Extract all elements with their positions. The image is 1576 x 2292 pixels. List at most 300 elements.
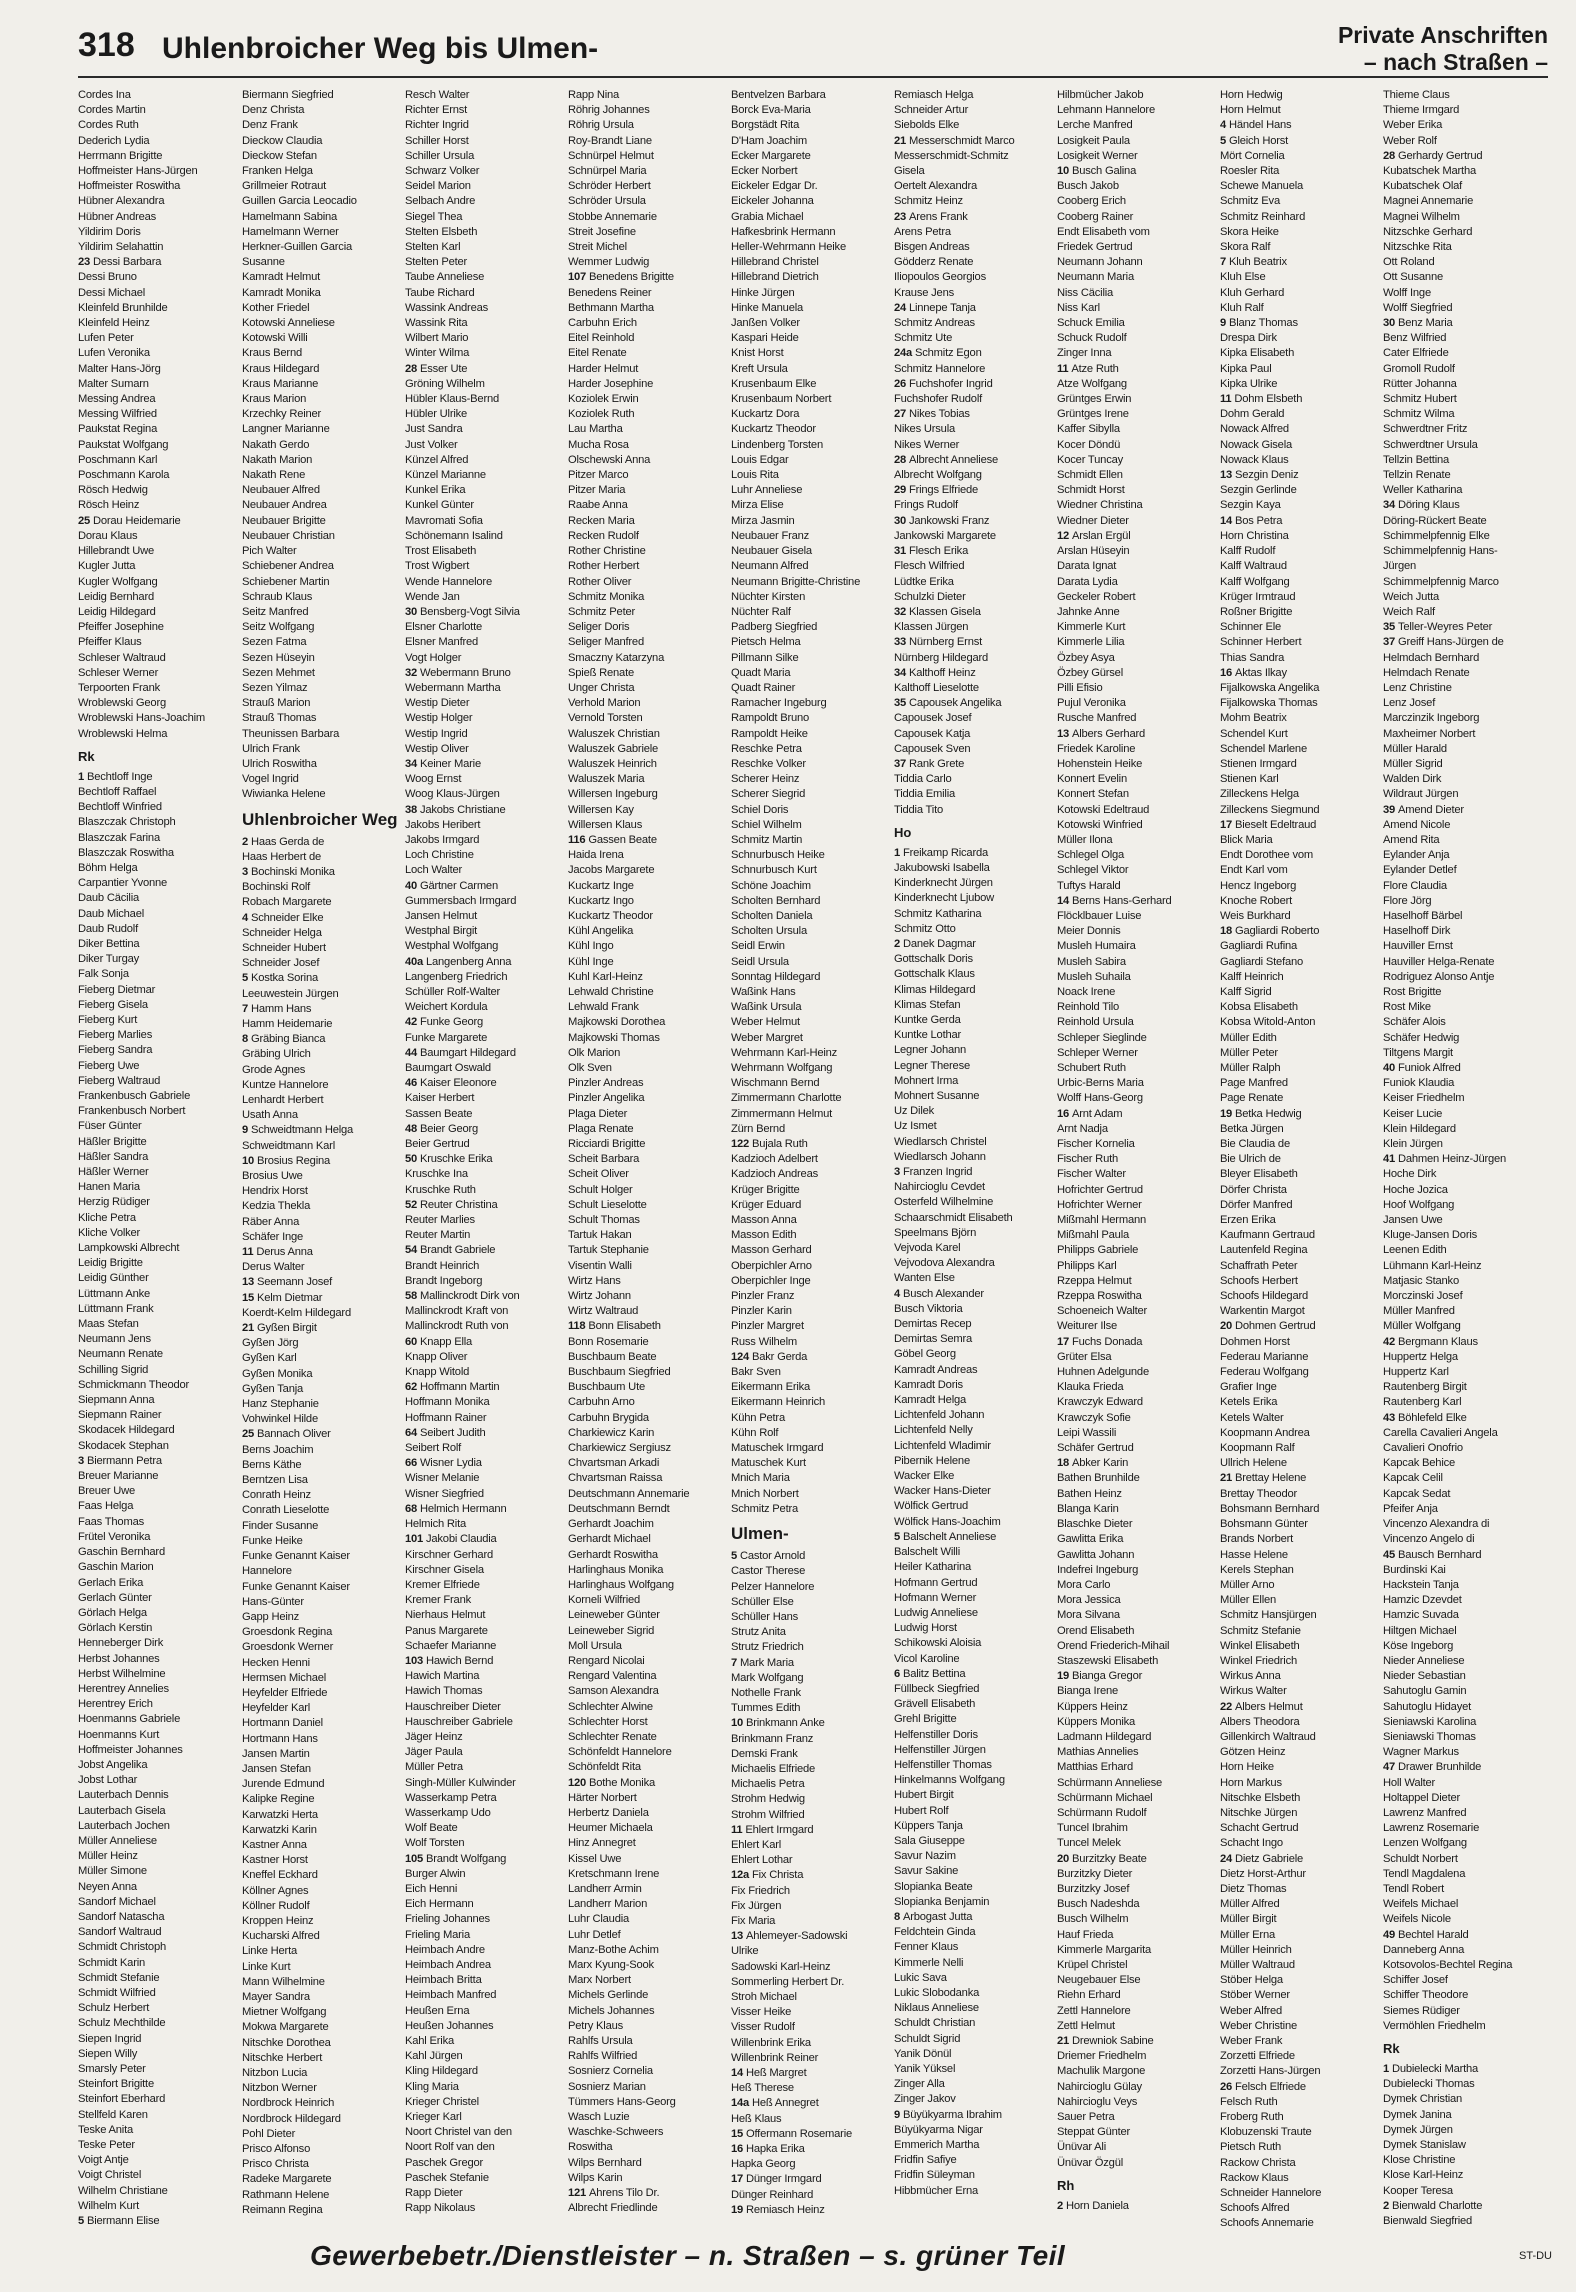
resident-name: Jansen Helmut	[405, 909, 478, 922]
resident-entry	[1220, 1228, 1378, 1243]
resident-entry	[731, 286, 889, 301]
resident-entry	[1220, 1487, 1378, 1502]
resident-entry	[1383, 1107, 1541, 1122]
resident-name: Visentin Walli	[568, 1259, 632, 1272]
resident-entry	[1057, 438, 1215, 453]
resident-name: Stelten Karl	[405, 241, 461, 254]
resident-name: Bochinski Monika	[250, 865, 335, 878]
resident-name: Hauf Frieda	[1057, 1928, 1114, 1941]
resident-name: Kinderknecht Jürgen	[894, 877, 993, 890]
resident-name: Hilbmücher Jakob	[1057, 89, 1144, 101]
resident-name: Ulrich Frank	[242, 742, 300, 755]
resident-name: Lampkowski Albrecht	[78, 1242, 180, 1255]
resident-entry	[731, 879, 889, 894]
address-column	[78, 88, 236, 2232]
resident-entry	[405, 1076, 563, 1091]
resident-name: Machulik Margone	[1057, 2065, 1146, 2078]
resident-entry	[894, 1652, 1052, 1667]
resident-name: Wroblewski Georg	[78, 697, 166, 710]
resident-name: Künzel Alfred	[405, 453, 469, 466]
resident-name: Leipi Wassili	[1057, 1426, 1117, 1439]
resident-name: Webermann Bruno	[419, 666, 511, 679]
resident-entry	[731, 1808, 889, 1823]
resident-name: Özbey Asya	[1057, 651, 1115, 664]
resident-name: Nürnberg Ernst	[908, 636, 983, 649]
resident-name: Albrecht Anneliese	[908, 453, 999, 466]
resident-name: Brandt Ingeborg	[405, 1274, 483, 1287]
resident-entry	[568, 939, 726, 954]
resident-name: Härter Norbert	[568, 1791, 637, 1804]
resident-name: Henneberger Dirk	[78, 1637, 164, 1650]
resident-entry	[242, 605, 400, 620]
resident-name: Schuldt Christian	[894, 2017, 976, 2030]
resident-name: Gyßen Karl	[242, 1352, 297, 1365]
resident-name: Lukic Slobodanka	[894, 1986, 980, 1999]
resident-name: Walden Dirk	[1383, 773, 1442, 786]
house-number: 30	[894, 514, 909, 527]
resident-name: Taube Anneliese	[405, 271, 485, 284]
resident-entry	[242, 1625, 400, 1640]
resident-name: Busch Galina	[1071, 165, 1137, 178]
resident-name: Dieckow Stefan	[242, 149, 317, 162]
resident-entry	[731, 1914, 889, 1929]
resident-name: Deutschmann Annemarie	[568, 1487, 690, 1500]
resident-name: Mallinckrodt Dirk von	[419, 1290, 520, 1303]
resident-name: Klose Christine	[1383, 2154, 1456, 2167]
resident-entry	[78, 711, 236, 726]
resident-name: Heußen Erna	[405, 2004, 470, 2017]
resident-name: Dahmen Heinz-Jürgen	[1397, 1153, 1507, 1166]
resident-name: Hackstein Tanja	[1383, 1578, 1459, 1591]
resident-entry	[731, 1243, 889, 1258]
resident-entry	[242, 377, 400, 392]
resident-name: Marx Norbert	[568, 1974, 631, 1987]
resident-name: Kraus Bernd	[242, 347, 302, 360]
resident-entry	[731, 711, 889, 726]
resident-entry	[405, 1988, 563, 2003]
resident-name: Rost Mike	[1383, 1001, 1431, 1014]
resident-name: Kooper Teresa	[1383, 2184, 1453, 2197]
resident-name: Neubauer Franz	[731, 529, 810, 542]
resident-entry	[78, 575, 236, 590]
house-number: 42	[405, 1016, 420, 1029]
resident-entry	[1383, 2153, 1541, 2168]
resident-entry	[78, 1606, 236, 1621]
resident-entry	[242, 835, 400, 850]
resident-name: Paukstat Regina	[78, 423, 158, 436]
resident-name: Lufen Peter	[78, 332, 134, 345]
resident-entry	[405, 848, 563, 863]
resident-name: Sezen Yilmaz	[242, 681, 308, 694]
house-number: 17	[731, 2173, 746, 2186]
resident-entry	[1383, 605, 1541, 620]
resident-entry	[242, 483, 400, 498]
resident-entry	[568, 1548, 726, 1563]
resident-entry	[1220, 1988, 1378, 2003]
resident-entry	[242, 1534, 400, 1549]
resident-name: Schacht Ingo	[1220, 1837, 1283, 1850]
resident-name: Magnei Annemarie	[1383, 195, 1474, 208]
resident-name: Kaffer Sibylla	[1057, 423, 1120, 436]
resident-name: Sandorf Michael	[78, 1895, 156, 1908]
resident-entry	[568, 787, 726, 802]
house-number: 50	[405, 1153, 420, 1166]
resident-name: Mayer Sandra	[242, 1990, 310, 2003]
resident-name: Schmidt Karin	[78, 1956, 146, 1969]
resident-entry	[242, 1154, 400, 1169]
house-number: 8	[242, 1033, 251, 1046]
resident-entry	[731, 1823, 889, 1838]
resident-entry	[731, 894, 889, 909]
resident-entry	[1220, 1441, 1378, 1456]
resident-entry	[894, 1043, 1052, 1058]
resident-entry	[78, 1439, 236, 1454]
resident-entry	[731, 88, 889, 103]
resident-name: Jakubowski Isabella	[894, 861, 990, 874]
resident-name: Schult Holger	[568, 1183, 633, 1196]
resident-entry	[78, 2184, 236, 2199]
resident-name: Müller Edith	[1220, 1031, 1277, 1044]
resident-entry	[405, 772, 563, 787]
house-number: 9	[242, 1124, 251, 1137]
resident-entry	[568, 711, 726, 726]
resident-entry	[78, 1226, 236, 1241]
resident-name: Majkowski Dorothea	[568, 1016, 666, 1029]
resident-name: Pinzler Franz	[731, 1290, 795, 1303]
resident-name: Atze Ruth	[1071, 362, 1119, 375]
resident-entry	[894, 1393, 1052, 1408]
resident-entry	[1220, 179, 1378, 194]
resident-name: Kruschke Erika	[419, 1153, 493, 1166]
resident-entry	[1057, 331, 1215, 346]
resident-name: Lühmann Karl-Heinz	[1383, 1259, 1482, 1272]
resident-name: Kremer Frank	[405, 1594, 471, 1607]
resident-name: Blaszczak Farina	[78, 831, 160, 844]
resident-name: Falk Sonja	[78, 968, 129, 981]
resident-entry	[568, 1791, 726, 1806]
resident-name: Horn Hedwig	[1220, 89, 1283, 101]
resident-name: Wilhelm Kurt	[78, 2199, 140, 2212]
resident-name: Kamradt Helga	[894, 1394, 967, 1407]
resident-entry	[78, 2016, 236, 2031]
resident-entry	[1383, 1076, 1541, 1091]
resident-entry	[405, 575, 563, 590]
resident-entry	[1057, 1730, 1215, 1745]
resident-name: Pitzer Marco	[568, 469, 629, 482]
resident-entry	[731, 2112, 889, 2127]
resident-name: Noort Rolf van den	[405, 2141, 495, 2154]
resident-entry	[242, 956, 400, 971]
resident-entry	[1383, 879, 1541, 894]
resident-entry	[1057, 605, 1215, 620]
resident-entry	[894, 803, 1052, 818]
resident-entry	[1057, 590, 1215, 605]
resident-name: Mora Carlo	[1057, 1578, 1111, 1591]
resident-name: Strohm Hedwig	[731, 1793, 805, 1806]
resident-entry	[1383, 1730, 1541, 1745]
resident-name: Zimmermann Charlotte	[731, 1092, 842, 1105]
resident-name: Schlechter Alwine	[568, 1700, 653, 1713]
resident-entry	[1220, 2216, 1378, 2231]
resident-entry	[242, 1017, 400, 1032]
resident-name: Konnert Evelin	[1057, 773, 1127, 786]
resident-name: Oberpichler Arno	[731, 1259, 812, 1272]
resident-entry	[242, 895, 400, 910]
resident-name: Tuncel Melek	[1057, 1837, 1121, 1850]
resident-name: Tiltgens Margit	[1383, 1046, 1453, 1059]
resident-entry	[1383, 225, 1541, 240]
resident-name: Helmich Rita	[405, 1518, 467, 1531]
house-number: 30	[1383, 317, 1398, 330]
resident-name: Skora Heike	[1220, 225, 1279, 238]
resident-entry	[1057, 2080, 1215, 2095]
resident-name: Castor Therese	[731, 1565, 806, 1578]
resident-entry	[242, 103, 400, 118]
resident-name: Siepmann Rainer	[78, 1409, 162, 1422]
resident-entry	[242, 2157, 400, 2172]
resident-entry	[568, 1456, 726, 1471]
resident-name: Schmitz Katharina	[894, 907, 982, 920]
resident-entry	[1383, 833, 1541, 848]
resident-name: Borgstädt Rita	[731, 119, 800, 132]
resident-entry	[731, 392, 889, 407]
resident-entry	[242, 1093, 400, 1108]
resident-entry	[242, 971, 400, 986]
resident-name: Federau Marianne	[1220, 1350, 1309, 1363]
resident-entry	[78, 1241, 236, 1256]
resident-entry	[405, 468, 563, 483]
resident-name: Nitzbon Lucia	[242, 2067, 308, 2079]
resident-entry	[1057, 1137, 1215, 1152]
resident-entry	[1220, 803, 1378, 818]
resident-entry	[1383, 2123, 1541, 2138]
resident-name: Janßen Volker	[731, 317, 800, 330]
resident-entry	[1057, 1198, 1215, 1213]
resident-name: Sezen Hüseyin	[242, 651, 315, 664]
resident-name: Krzechky Reiner	[242, 408, 322, 421]
resident-entry	[242, 772, 400, 787]
resident-name: Yanik Yüksel	[894, 2063, 956, 2075]
resident-name: Arens Frank	[908, 210, 968, 223]
resident-name: Hoof Wolfgang	[1383, 1198, 1455, 1211]
resident-name: Stienen Karl	[1220, 773, 1279, 786]
resident-name: Brandt Gabriele	[419, 1244, 496, 1257]
resident-name: Hecken Henni	[242, 1656, 310, 1669]
resident-entry	[568, 255, 726, 270]
resident-entry	[1057, 1441, 1215, 1456]
resident-entry	[78, 179, 236, 194]
resident-name: Fenner Klaus	[894, 1941, 959, 1954]
resident-name: Mohnert Irma	[894, 1074, 959, 1087]
resident-name: Kuckartz Dora	[731, 408, 800, 421]
resident-entry	[894, 1560, 1052, 1575]
resident-entry	[1057, 255, 1215, 270]
resident-entry	[78, 1195, 236, 1210]
resident-entry	[78, 453, 236, 468]
resident-entry	[1383, 1897, 1541, 1912]
resident-name: Matuschek Irmgard	[731, 1442, 824, 1455]
resident-name: Nikes Tobias	[908, 408, 970, 421]
resident-entry	[731, 1319, 889, 1334]
resident-entry	[731, 955, 889, 970]
resident-name: Schoofs Hildegard	[1220, 1290, 1309, 1303]
resident-entry	[78, 225, 236, 240]
resident-entry	[894, 2138, 1052, 2153]
resident-name: Herbst Wilhelmine	[78, 1667, 166, 1680]
resident-name: Langenberg Anna	[425, 955, 512, 968]
resident-name: Mallinckrodt Ruth von	[405, 1320, 509, 1333]
resident-name: Ladmann Hildegard	[1057, 1730, 1152, 1743]
resident-entry	[894, 2108, 1052, 2123]
resident-name: Olschewski Anna	[568, 453, 651, 466]
resident-name: Dubielecki Thomas	[1383, 2078, 1475, 2091]
resident-entry	[242, 2036, 400, 2051]
resident-name: Helfenstiller Thomas	[894, 1758, 992, 1771]
resident-name: Krause Jens	[894, 286, 954, 299]
resident-entry	[1220, 590, 1378, 605]
resident-name: Dietz Horst-Arthur	[1220, 1867, 1306, 1880]
resident-name: Pfeifer Anja	[1383, 1502, 1438, 1515]
resident-entry	[1057, 1548, 1215, 1563]
resident-name: Haida Irena	[568, 849, 624, 862]
resident-name: Lauterbach Dennis	[78, 1789, 169, 1802]
resident-entry	[1383, 362, 1541, 377]
footer-code: ST-DU	[1519, 2250, 1552, 2262]
resident-name: Scheit Barbara	[568, 1153, 640, 1166]
resident-entry	[1057, 939, 1215, 954]
resident-name: Ehlert Lothar	[731, 1854, 793, 1867]
resident-name: Mora Jessica	[1057, 1594, 1121, 1607]
resident-entry	[1383, 1091, 1541, 1106]
resident-name: Hinke Manuela	[731, 301, 804, 314]
resident-entry	[894, 1469, 1052, 1484]
resident-entry	[1057, 2034, 1215, 2049]
resident-name: Dederich Lydia	[78, 134, 150, 147]
resident-entry	[1220, 1928, 1378, 1943]
house-number: 27	[894, 408, 909, 421]
resident-entry	[242, 240, 400, 255]
resident-name: Rütter Johanna	[1383, 377, 1457, 390]
resident-entry	[894, 727, 1052, 742]
resident-entry	[405, 1669, 563, 1684]
resident-name: Grode Agnes	[242, 1063, 306, 1076]
resident-name: Wemmer Ludwig	[568, 256, 650, 269]
resident-entry	[568, 362, 726, 377]
resident-name: Bleyer Elisabeth	[1220, 1168, 1298, 1181]
resident-entry	[1383, 1395, 1541, 1410]
resident-entry	[1383, 2138, 1541, 2153]
resident-name: Bausch Bernhard	[1397, 1548, 1482, 1561]
resident-entry	[405, 1715, 563, 1730]
resident-entry	[405, 590, 563, 605]
resident-name: D'Ham Joachim	[731, 134, 808, 147]
resident-entry	[894, 907, 1052, 922]
resident-entry	[1220, 711, 1378, 726]
resident-name: Huhnen Adelgunde	[1057, 1366, 1149, 1379]
resident-name: Louis Rita	[731, 469, 779, 482]
resident-name: Cooberg Erich	[1057, 195, 1126, 208]
resident-name: Reinhold Tilo	[1057, 1001, 1120, 1014]
resident-name: Kother Friedel	[242, 301, 310, 314]
resident-entry	[78, 1530, 236, 1545]
house-number: 23	[78, 256, 93, 269]
resident-entry	[1383, 985, 1541, 1000]
resident-name: Holtappel Dieter	[1383, 1791, 1461, 1804]
resident-name: Kuckartz Theodor	[731, 423, 816, 436]
resident-name: Denz Christa	[242, 104, 305, 117]
resident-name: Fix Friedrich	[731, 1884, 790, 1897]
house-number: 3	[78, 1454, 87, 1467]
resident-name: Schmidt Christoph	[78, 1941, 167, 1954]
resident-entry	[1057, 362, 1215, 377]
resident-entry	[894, 1788, 1052, 1803]
resident-name: Dohmen Gertrud	[1234, 1320, 1316, 1333]
resident-entry	[78, 1788, 236, 1803]
resident-entry	[731, 2020, 889, 2035]
resident-name: Tummes Edith	[731, 1702, 801, 1715]
resident-entry	[1057, 1122, 1215, 1137]
resident-name: Klassen Jürgen	[894, 621, 969, 634]
resident-name: Neubauer Alfred	[242, 484, 320, 497]
resident-entry	[894, 1606, 1052, 1621]
resident-entry	[78, 1378, 236, 1393]
resident-name: Büyükyarma Nigar	[894, 2123, 983, 2136]
resident-name: Heiler Katharina	[894, 1561, 972, 1574]
resident-name: Schendel Marlene	[1220, 742, 1307, 755]
resident-entry	[242, 666, 400, 681]
resident-name: Westip Ingrid	[405, 727, 468, 740]
resident-name: Funke Genannt Kaiser	[242, 1550, 350, 1563]
resident-name: Vernold Torsten	[568, 712, 643, 725]
resident-name: Jakobs Heribert	[405, 818, 481, 831]
resident-entry	[568, 1593, 726, 1608]
resident-entry	[894, 544, 1052, 559]
resident-name: Händel Hans	[1228, 119, 1292, 132]
resident-name: Rusche Manfred	[1057, 712, 1137, 725]
address-column	[731, 88, 889, 2232]
resident-name: Neumann Jens	[78, 1333, 151, 1346]
resident-entry	[568, 1289, 726, 1304]
resident-entry	[894, 2184, 1052, 2199]
resident-name: Krüger Brigitte	[731, 1183, 800, 1196]
resident-name: Elsner Charlotte	[405, 621, 483, 634]
resident-entry	[78, 1971, 236, 1986]
resident-name: Müller Harald	[1383, 742, 1447, 755]
resident-entry	[405, 879, 563, 894]
page-number: 318	[78, 26, 135, 64]
resident-name: Quadt Rainer	[731, 681, 796, 694]
resident-entry	[1220, 939, 1378, 954]
resident-entry	[568, 210, 726, 225]
resident-entry	[78, 331, 236, 346]
resident-entry	[1383, 1319, 1541, 1334]
resident-name: Leidig Günther	[78, 1272, 149, 1285]
resident-name: Klobuzenski Traute	[1220, 2126, 1312, 2139]
resident-entry	[242, 422, 400, 437]
resident-entry	[894, 316, 1052, 331]
resident-entry	[894, 483, 1052, 498]
resident-entry	[1057, 346, 1215, 361]
resident-entry	[731, 1228, 889, 1243]
resident-entry	[894, 1515, 1052, 1530]
resident-name: Knoche Robert	[1220, 894, 1293, 907]
resident-entry	[894, 998, 1052, 1013]
resident-name: Nitzschke Rita	[1383, 241, 1452, 254]
resident-entry	[242, 1823, 400, 1838]
resident-name: Rackow Christa	[1220, 2156, 1296, 2169]
resident-entry	[731, 453, 889, 468]
resident-name: Ulrike	[731, 1945, 759, 1958]
